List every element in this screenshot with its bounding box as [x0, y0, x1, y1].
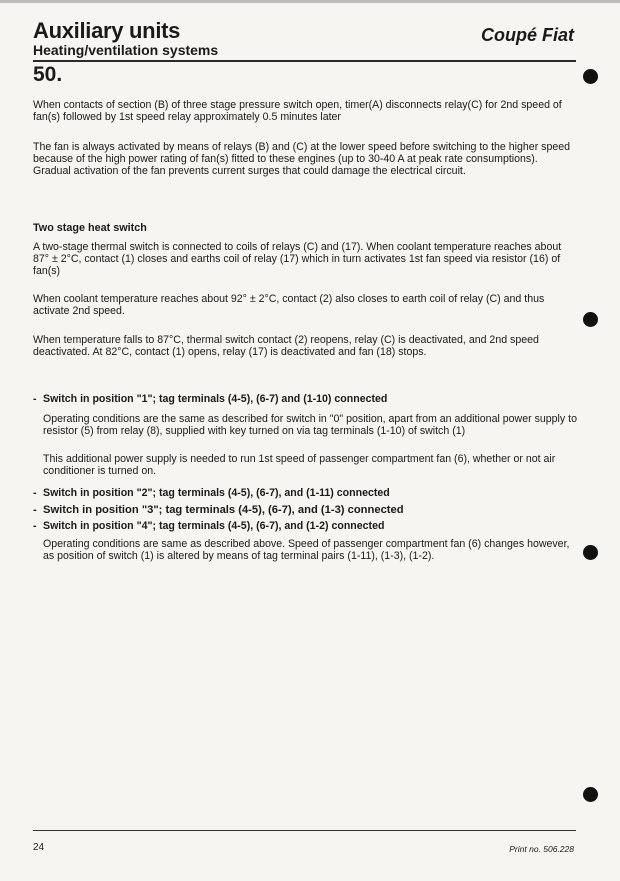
paragraph-position-1b: This additional power supply is needed to run 1st speed of passenger compartment fan (6), whether or not air conditioner is turned on.: [43, 453, 556, 477]
footer-rule: [33, 830, 576, 831]
switch-position-1-heading: [33, 393, 578, 405]
paragraph-two-stage-3: When temperature falls to 87°C, thermal switch contact (2) reopens, relay (C) is deactivated, and 2nd speed deactivated. At 82°C, contact (1) opens, relay (17) is deactivated and fan (18) stops.: [33, 334, 539, 358]
switch-position-2-heading: [33, 487, 578, 499]
bullet-text: Switch in position "4"; tag terminals (4-5), (6-7), and (1-2) connected: [43, 520, 385, 532]
section-number: 50.: [33, 63, 63, 86]
print-number: Print no. 506.228: [509, 844, 574, 854]
switch-position-3-heading: [33, 504, 578, 516]
bullet-dash: -: [33, 393, 37, 405]
bullet-dash: -: [33, 520, 37, 532]
paragraph-two-stage-2: When coolant temperature reaches about 92° ± 2°C, contact (2) also closes to earth coil of relay (C) and thus activate 2nd speed.: [33, 293, 545, 317]
binder-hole-icon: [583, 69, 598, 84]
paragraph-position-234: Operating conditions are same as described above. Speed of passenger compartment fan (6) changes however, as position of switch (1) is altered by means of tag terminal pairs (1-11), (1-3), (1-2).: [43, 538, 570, 562]
page-title: Auxiliary units: [33, 18, 181, 43]
binder-hole-icon: [583, 545, 598, 560]
bullet-text: Switch in position "2"; tag terminals (4-5), (6-7), and (1-11) connected: [43, 487, 390, 499]
bullet-text: Switch in position "1"; tag terminals (4-5), (6-7) and (1-10) connected: [43, 393, 388, 405]
paragraph-fan-activation: The fan is always activated by means of relays (B) and (C) at the lower speed before switching to the higher speed because of the high power rating of fan(s) fitted to these engines (up to 30-40 A at peak rate consumptions). Gradual activation of the fan prevents current surges that could damage the electrical circuit.: [33, 141, 571, 177]
brand-label: Coupé Fiat: [481, 25, 574, 45]
section-heading: Two stage heat switch: [33, 222, 147, 234]
header-rule: [33, 60, 576, 62]
page-subtitle: Heating/ventilation systems: [33, 42, 219, 58]
paragraph-two-stage-1: A two-stage thermal switch is connected to coils of relays (C) and (17). When coolant temperature reaches about 87° ± 2°C, contact (1) closes and earths coil of relay (17) which in turn activates 1st fan speed via resistor (16) of fan(s): [33, 241, 562, 277]
bullet-dash: -: [33, 504, 37, 516]
paragraph-timer: When contacts of section (B) of three stage pressure switch open, timer(A) disconnects relay(C) for 2nd speed of fan(s) followed by 1st speed relay approximately 0.5 minutes later: [33, 99, 562, 123]
top-edge-rule: [0, 0, 620, 3]
bullet-dash: -: [33, 487, 37, 499]
binder-hole-icon: [583, 787, 598, 802]
paragraph-position-1a: Operating conditions are the same as described for switch in "0" position, apart from an additional power supply to resistor (5) from relay (8), supplied with key turned on via tag terminals (1-10) of switch (1): [43, 413, 577, 437]
page-number: 24: [33, 842, 45, 853]
binder-hole-icon: [583, 312, 598, 327]
bullet-text: Switch in position "3"; tag terminals (4-5), (6-7), and (1-3) connected: [43, 504, 404, 516]
switch-position-4-heading: [33, 520, 578, 532]
